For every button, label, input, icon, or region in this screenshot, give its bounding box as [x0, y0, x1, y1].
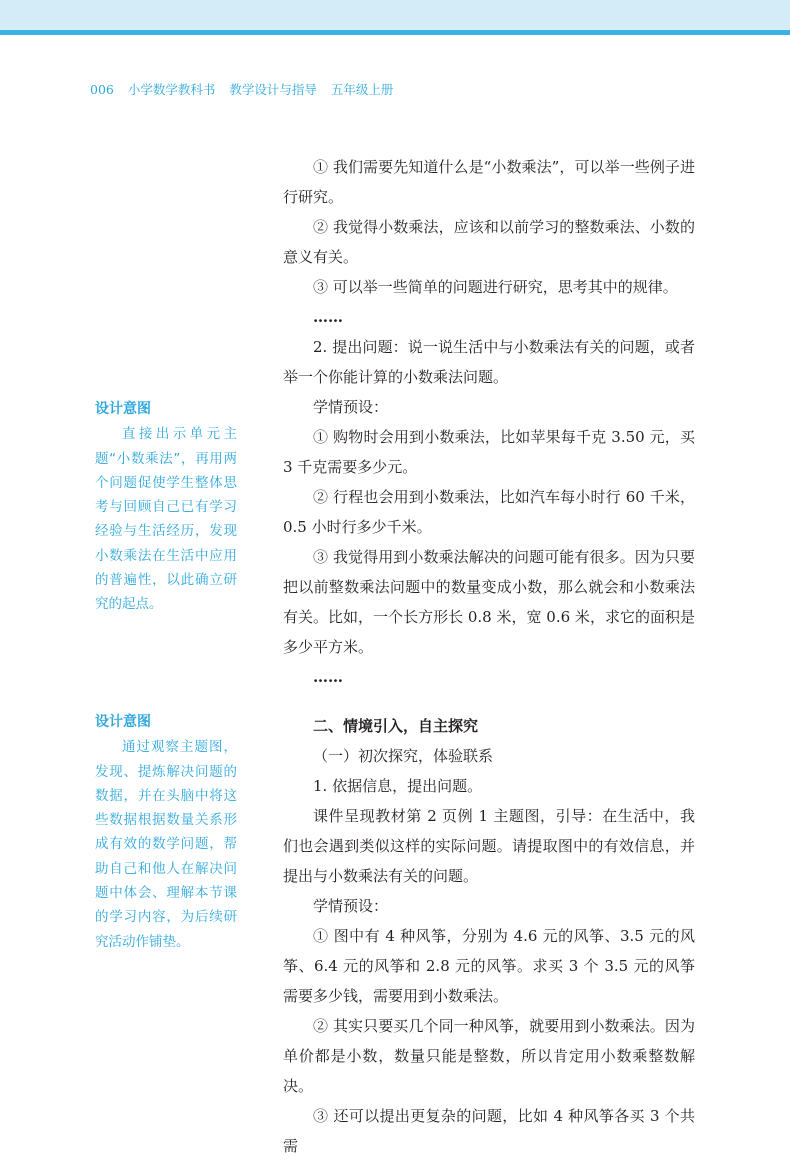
- paragraph: ③ 我觉得用到小数乘法解决的问题可能有很多。因为只要把以前整数乘法问题中的数量变成小数，那么就会和小数乘法有关。比如，一个长方形长 0.8 米，宽 0.6 米，求它的面积是多少平方米。: [283, 548, 695, 656]
- header-band: [0, 0, 790, 30]
- design-intent-text: 直接出示单元主题“小数乘法”，再用两个问题促使学生整体思考与回顾自己已有学习经验与生活经历，发现小数乘法在生活中应用的普遍性，以此确立研究的起点。: [95, 426, 237, 613]
- book-title: 小学数学教科书: [127, 82, 216, 97]
- paragraph: ① 我们需要先知道什么是“小数乘法”，可以举一些例子进行研究。: [283, 158, 695, 206]
- paragraph: ① 购物时会用到小数乘法，比如苹果每千克 3.50 元，买 3 千克需要多少元。: [283, 428, 695, 476]
- paragraph: 学情预设：: [313, 398, 389, 416]
- grade-label: 五年级上册: [330, 82, 394, 97]
- paragraph: ③ 还可以提出更复杂的问题，比如 4 种风筝各买 3 个共需: [283, 1107, 695, 1155]
- running-header: [90, 80, 403, 98]
- header-rule: [0, 30, 790, 35]
- paragraph: 课件呈现教材第 2 页例 1 主题图，引导：在生活中，我们也会遇到类似这样的实际问题。请提取图中的有效信息，并提出与小数乘法有关的问题。: [283, 807, 695, 885]
- design-intent-note-1: [95, 397, 237, 617]
- main-text-column: [283, 152, 695, 1161]
- design-intent-title: 设计意图: [95, 401, 151, 417]
- paragraph: ② 其实只要买几个同一种风筝，就要用到小数乘法。因为单价都是小数，数量只能是整数，所以肯定用小数乘整数解决。: [283, 1017, 695, 1095]
- paragraph: 1. 依据信息，提出问题。: [313, 777, 483, 795]
- design-intent-text: 通过观察主题图，发现、提炼解决问题的数据，并在头脑中将这些数据根据数量关系形成有效的数学问题，帮助自己和他人在解决问题中体会、理解本节课的学习内容，为后续研究活动作铺垫。: [95, 739, 237, 950]
- design-intent-title: 设计意图: [95, 714, 151, 730]
- design-intent-note-2: [95, 710, 237, 954]
- paragraph: ② 行程也会用到小数乘法，比如汽车每小时行 60 千米，0.5 小时行多少千米。: [283, 488, 695, 536]
- subsection-heading: （一）初次探究，体验联系: [313, 747, 494, 765]
- paragraph: ② 我觉得小数乘法，应该和以前学习的整数乘法、小数的意义有关。: [283, 218, 695, 266]
- paragraph: 学情预设：: [313, 897, 389, 915]
- ellipsis: ……: [313, 668, 343, 686]
- paragraph: ① 图中有 4 种风筝，分别为 4.6 元的风筝、3.5 元的风筝、6.4 元的风筝和 2.8 元的风筝。求买 3 个 3.5 元的风筝需要多少钱，需要用到小数乘法。: [283, 927, 695, 1005]
- ellipsis: ……: [313, 308, 343, 326]
- paragraph: ③ 可以举一些简单的问题进行研究，思考其中的规律。: [313, 278, 678, 296]
- section-heading: 二、情境引入，自主探究: [313, 717, 479, 735]
- book-subtitle: 教学设计与指导: [229, 82, 317, 97]
- page-number: 006: [90, 82, 114, 97]
- paragraph: 2. 提出问题：说一说生活中与小数乘法有关的问题，或者举一个你能计算的小数乘法问题。: [283, 338, 695, 386]
